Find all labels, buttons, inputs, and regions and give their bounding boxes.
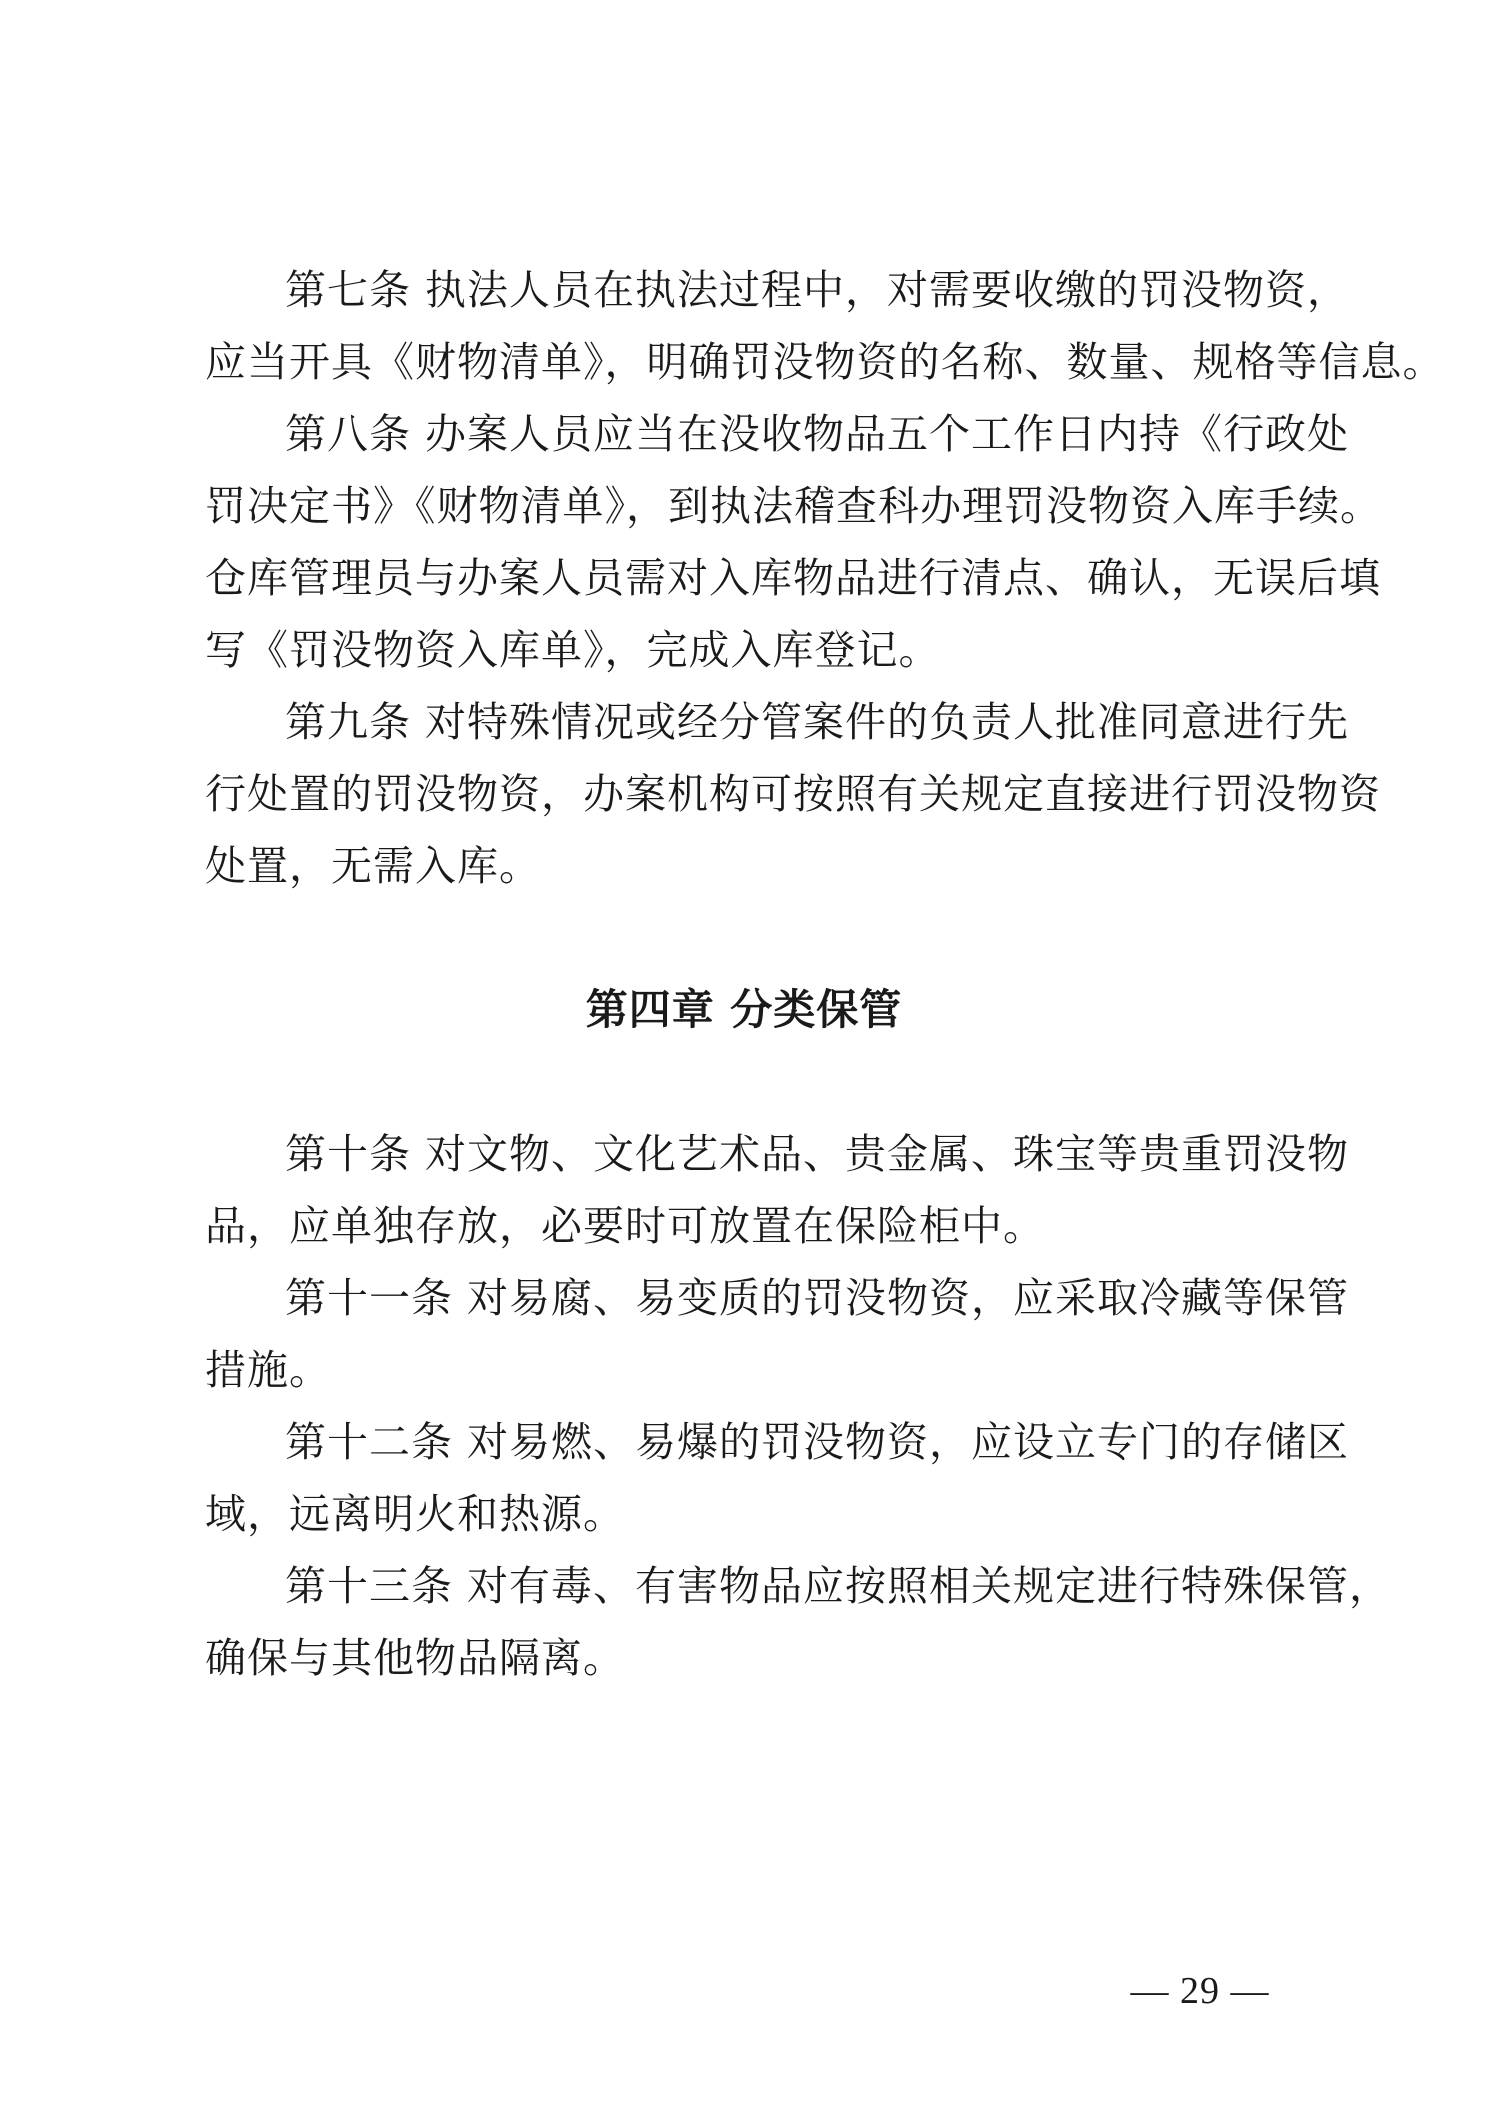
article-7-line-1: 第七条 执法人员在执法过程中，对需要收缴的罚没物资， <box>285 266 1350 314</box>
page-number: — 29 — <box>1130 1970 1270 2012</box>
article-13-line-1: 第十三条 对有毒、有害物品应按照相关规定进行特殊保管， <box>285 1562 1392 1610</box>
chapter-title: 第四章 分类保管 <box>585 985 903 1034</box>
article-10-line-1: 第十条 对文物、文化艺术品、贵金属、珠宝等贵重罚没物 <box>285 1130 1350 1178</box>
article-9-line-1: 第九条 对特殊情况或经分管案件的负责人批准同意进行先 <box>285 698 1350 746</box>
article-8-line-2: 罚决定书》《财物清单》，到执法稽查科办理罚没物资入库手续。 <box>205 482 1382 530</box>
article-12-line-2: 域，远离明火和热源。 <box>205 1490 625 1538</box>
article-11-line-1: 第十一条 对易腐、易变质的罚没物资，应采取冷藏等保管 <box>285 1274 1350 1322</box>
article-8-line-4: 写《罚没物资入库单》，完成入库登记。 <box>205 626 941 674</box>
article-9-line-2: 行处置的罚没物资，办案机构可按照有关规定直接进行罚没物资 <box>205 770 1381 818</box>
article-10-line-2: 品，应单独存放，必要时可放置在保险柜中。 <box>205 1202 1045 1250</box>
article-13-line-2: 确保与其他物品隔离。 <box>205 1634 625 1682</box>
article-8-line-1: 第八条 办案人员应当在没收物品五个工作日内持《行政处 <box>285 410 1350 458</box>
article-9-line-3: 处置，无需入库。 <box>205 842 541 890</box>
article-8-line-3: 仓库管理员与办案人员需对入库物品进行清点、确认，无误后填 <box>205 554 1381 602</box>
article-7-line-2: 应当开具《财物清单》，明确罚没物资的名称、数量、规格等信息。 <box>205 338 1445 386</box>
article-12-line-1: 第十二条 对易燃、易爆的罚没物资，应设立专门的存储区 <box>285 1418 1350 1466</box>
article-11-line-2: 措施。 <box>205 1346 331 1394</box>
